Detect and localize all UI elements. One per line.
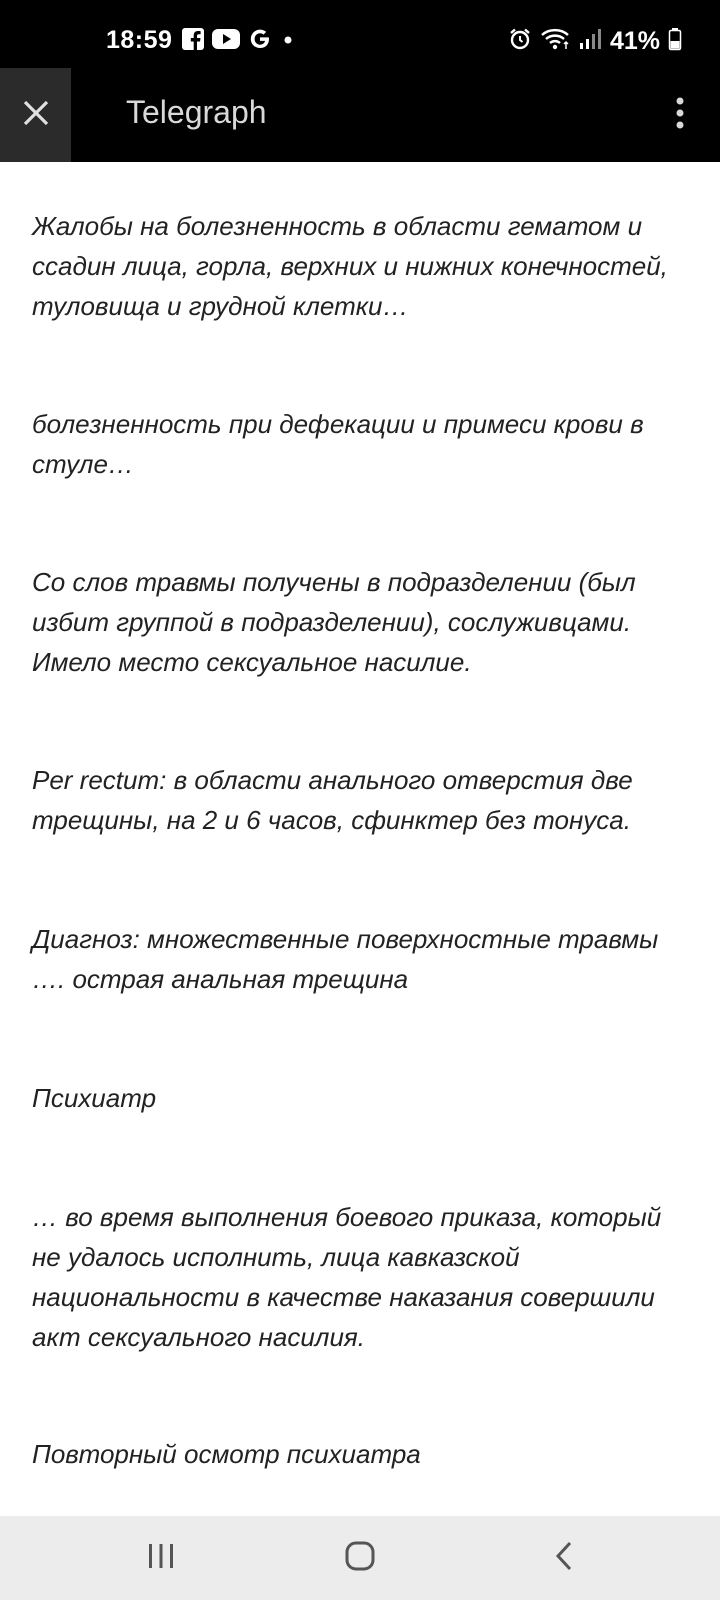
system-icons (508, 28, 682, 54)
notification-icons (182, 29, 294, 53)
close-button[interactable] (0, 68, 71, 162)
app-title: Telegraph (126, 94, 267, 130)
home-icon (344, 1540, 376, 1577)
more-vert-icon (675, 96, 685, 135)
close-icon (22, 99, 50, 132)
wifi-icon (540, 27, 570, 56)
facebook-icon (182, 28, 204, 55)
battery-percent: 41% (609, 26, 660, 55)
navigation-bar (0, 1516, 720, 1600)
status-time: 18:59 (106, 26, 173, 54)
back-icon (553, 1540, 575, 1577)
article-paragraph: Повторный осмотр психиатра (32, 1439, 421, 1469)
battery-icon (668, 27, 682, 56)
article-paragraph: Жалобы на болезненность в области гематом и ссадин лица, горла, верхних и нижних конечностей, туловища и грудной клетки… (32, 211, 668, 321)
recents-button[interactable] (131, 1540, 191, 1576)
dot-icon (280, 28, 294, 55)
alarm-icon (508, 27, 532, 56)
app-bar (0, 68, 720, 162)
article-paragraph: Со слов травмы получены в подразделении (был избит группой в подразделении), сослуживцами. Имело место сексуальное насилие. (32, 567, 636, 677)
recents-icon (146, 1542, 176, 1575)
google-icon (248, 27, 272, 56)
article-paragraph: Диагноз: множественные поверхностные травмы …. острая анальная трещина (32, 924, 659, 994)
signal-icon (578, 27, 602, 56)
more-options-button[interactable] (662, 88, 698, 142)
status-bar (0, 0, 720, 68)
home-button[interactable] (330, 1540, 390, 1576)
article-content[interactable] (0, 162, 720, 1516)
article-paragraph: болезненность при дефекации и примеси крови в стуле… (32, 409, 644, 479)
article-paragraph: … во время выполнения боевого приказа, который не удалось исполнить, лица кавказской национальности в качестве наказания совершили акт сексуального насилия. (32, 1202, 662, 1352)
youtube-icon (212, 28, 240, 55)
article-paragraph: Per rectum: в области анального отверстия две трещины, на 2 и 6 часов, сфинктер без тонуса. (32, 765, 633, 835)
back-button[interactable] (534, 1540, 594, 1576)
article-paragraph: Психиатр (32, 1083, 157, 1113)
